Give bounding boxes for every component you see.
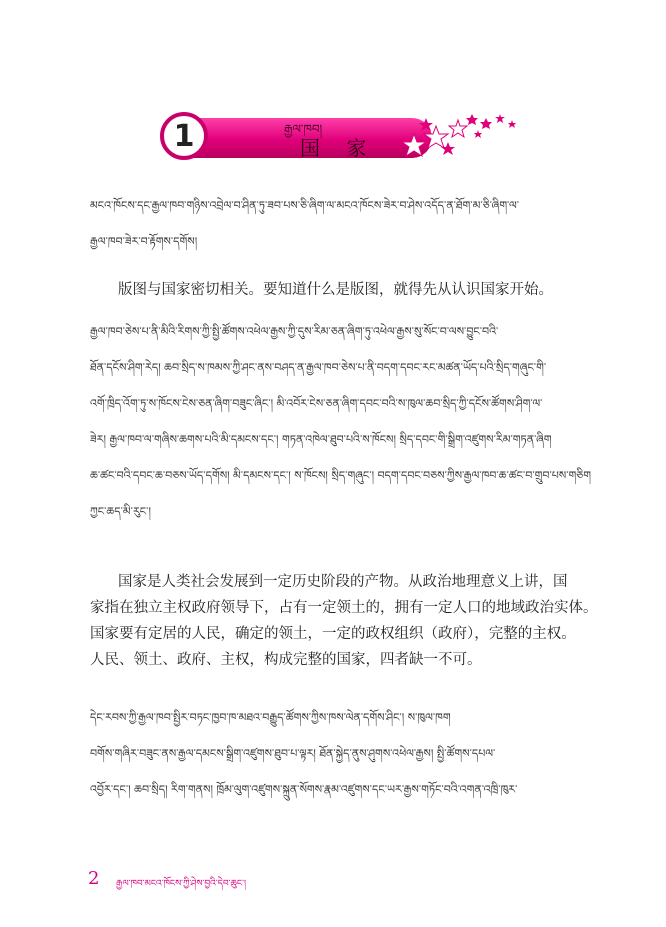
text-line: དེང་རབས་ཀྱི་རྒྱལ་ཁབ་སྤྱིར་བཏང་ཁྱབ་ཁ་མཐའ་བརྒྱུད་ཚོགས་ཀྱིས་ཁས་ལེན་དགོས་ཤིང་། ས་ཁུལ་ཁག bbox=[90, 711, 451, 724]
chapter-number: 1 bbox=[173, 118, 195, 154]
text-line: 版图与国家密切相关。要知道什么是版图，就得先从认识国家开始。 bbox=[118, 282, 553, 298]
text-line: འགོ་ཁྲིད་འོག་ཏུ་ས་ཁོངས་ངེས་ཅན་ཞིག་བཟུང་ཞིང་། མི་འབོར་ངེས་ཅན་ཞིག་དབང་བའི་ས་ཁུལ་ཆབ་སྲིད་ཀྱི་དངོས་ཚོགས་ཤིག་ལ་ bbox=[90, 397, 543, 410]
text-line: འབྱོར་དང་། ཆབ་སྲིད། རིག་གནས། ཁྲོམ་ལུག་འཛུགས་སྐྲུན་སོགས་རྣམ་འཛུགས་དང་ཡར་རྒྱས་གཏོང་བའི་འགན་འཁྲི་ཁུར་ bbox=[90, 783, 518, 796]
text-line: 国家是人类社会发展到一定历史阶段的产物。从政治地理意义上讲，国 bbox=[118, 574, 568, 590]
text-line: ཟེར། རྒྱལ་ཁབ་ལ་གཞིས་ཆགས་པའི་མི་དམངས་དང་། གཏན་འཁེལ་ཐུབ་པའི་ས་ཁོངས། སྲིད་དབང་གི་སྒྲིག་འཛུགས་རིམ་གཏན་ཞིག bbox=[90, 433, 552, 446]
text-line: ཆ་ཚང་བའི་དབང་ཆ་བཅས་ཡོད་དགོས། མི་དམངས་དང་། ས་ཁོངས། སྲིད་གཞུང་། བདག་དབང་བཅས་ཀྱིས་རྒྱལ་ཁབ་ཆ་ཚང་བ་གྲུབ་པས་གཅིག bbox=[90, 469, 592, 482]
star-cluster-icon bbox=[402, 112, 520, 164]
chapter-title-chinese: 国 家 bbox=[300, 136, 377, 160]
text-line: རྒྱལ་ཁབ་ཟེར་བ་རྟོགས་དགོས། bbox=[90, 235, 198, 248]
text-line: ཀྱང་ཆད་མི་རུང་། bbox=[90, 505, 151, 518]
paragraph-1-tibetan bbox=[90, 188, 596, 260]
text-line: བགོས་གཞིར་བཟུང་ནས་རྒྱལ་དམངས་སྒྲིག་འཛུགས་ཐུབ་པ་ལྟར། ཐོན་སྐྱེད་ནུས་ཤུགས་འཕེལ་རྒྱས། སྤྱི་ཚོགས་དཔལ་ bbox=[90, 747, 496, 760]
text-line: མངའ་ཁོངས་དང་རྒྱལ་ཁབ་གཉིས་འབྲེལ་བ་ཤིན་ཏུ་ཟབ་པས་ཅི་ཞིག་ལ་མངའ་ཁོངས་ཟེར་བ་ཤེས་འདོད་ན་ཐོག་མ་ཅི་ཞིག་ལ་ bbox=[90, 199, 520, 212]
paragraph-4-chinese bbox=[90, 569, 596, 673]
text-line: 国家要有定居的人民，确定的领土，一定的政权组织（政府），完整的主权。 bbox=[90, 626, 576, 642]
text-line: རྒྱལ་ཁབ་ཅེས་པ་ནི་མིའི་རིགས་ཀྱི་སྤྱི་ཚོགས་འཕེལ་རྒྱས་ཀྱི་དུས་རིམ་ཅན་ཞིག་ཏུ་འཕེལ་རྒྱས་སུ་སོང་བ་ལས་བྱུང་བའི་ bbox=[90, 325, 499, 338]
text-line: 人民、领土、政府、主权，构成完整的国家，四者缺一不可。 bbox=[90, 652, 482, 668]
paragraph-2-chinese bbox=[118, 277, 624, 303]
chapter-banner bbox=[160, 112, 520, 164]
text-line: ཐོན་དངོས་ཤིག་རེད། ཆབ་སྲིད་ས་ཁམས་ཀྱི་ཤང་ནས་བཤད་ན་རྒྱལ་ཁབ་ཅེས་པ་ནི་བདག་དབང་རང་མཚན་ཡོད་པའི་སྲིད་གཞུང་གི་ bbox=[90, 361, 547, 374]
chapter-title-tibetan: རྒྱལ་ཁབ། bbox=[284, 122, 323, 136]
text-line: 家指在独立主权政府领导下，占有一定领土的，拥有一定人口的地域政治实体。 bbox=[90, 600, 598, 616]
chapter-number-badge bbox=[160, 112, 208, 160]
paragraph-5-tibetan bbox=[90, 700, 596, 808]
book-title-footer: རྒྱལ་ཁབ་མངའ་ཁོངས་ཀྱི་ཤེས་བྱའི་དེབ་ཆུང་། bbox=[116, 879, 247, 889]
page-number: 2 bbox=[88, 868, 100, 889]
paragraph-3-tibetan bbox=[90, 314, 596, 530]
